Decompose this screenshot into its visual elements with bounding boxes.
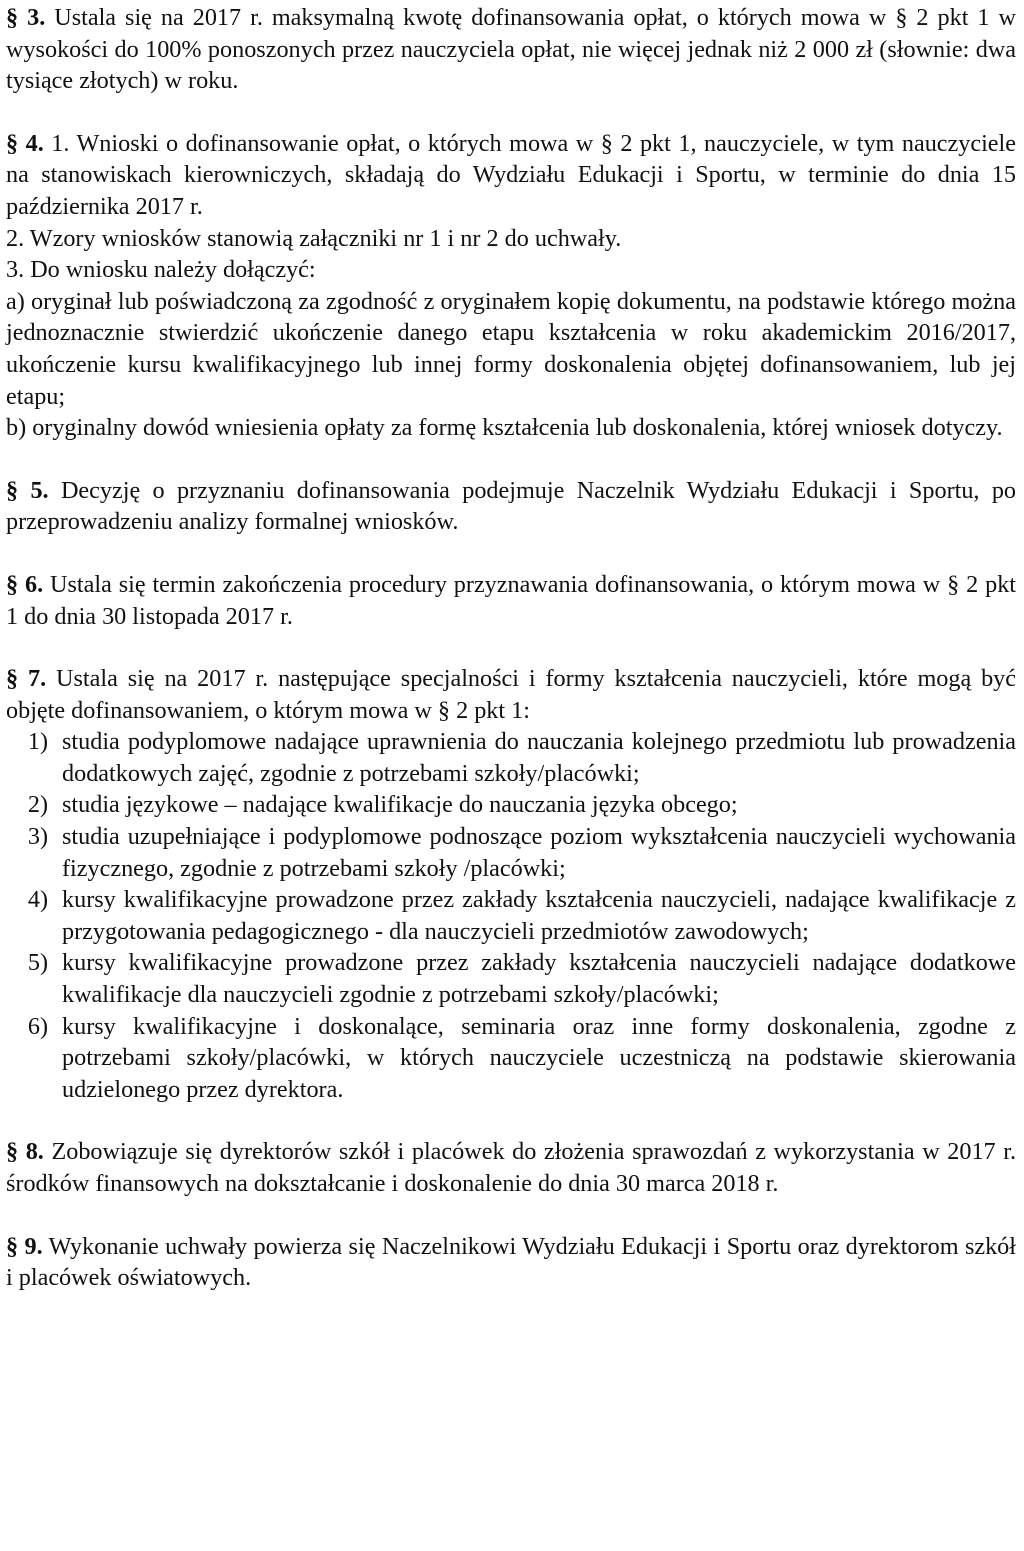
section-4-point-2: 2. Wzory wniosków stanowią załączniki nr 1 i nr 2 do uchwały. (6, 224, 622, 252)
section-9-mark: § 9. (6, 1232, 43, 1260)
list-item-text: studia językowe – nadające kwalifikacje do nauczania języka obcego; (62, 791, 738, 819)
list-item-text: studia podyplomowe nadające uprawnienia do nauczania kolejnego przedmiotu lub prowadzenia dodatkowych zajęć, zgodnie z potrzebami szkoły/placówki; (62, 728, 1016, 787)
section-5-body: Decyzję o przyznaniu dofinansowania podejmuje Naczelnik Wydziału Edukacji i Sportu, po przeprowadzeniu analizy formalnej wniosków. (6, 476, 1017, 536)
section-4-mark: § 4. (6, 129, 44, 157)
section-8-text (6, 1136, 1016, 1199)
list-item-text: kursy kwalifikacyjne i doskonalące, seminaria oraz inne formy doskonalenia, zgodne z potrzebami szkoły/placówki, w których nauczyciele uczestniczą na podstawie skierowania udzielonego przez dyrektora. (62, 1012, 1016, 1103)
section-7-list (6, 726, 1016, 1105)
section-8-mark: § 8. (6, 1138, 44, 1166)
section-7-body: Ustala się na 2017 r. następujące specjalności i formy kształcenia nauczycieli, które mogą być objęte dofinansowaniem, o którym mowa w § 2 pkt 1: (6, 665, 1016, 724)
list-item-text: studia uzupełniające i podyplomowe podnoszące poziom wykształcenia nauczycieli wychowania fizycznego, zgodnie z potrzebami szkoły /placówki; (62, 823, 1016, 882)
section-6 (6, 569, 1016, 632)
section-4-item-b: b) oryginalny dowód wniesienia opłaty za formę kształcenia lub doskonalenia, której wniosek dotyczy. (6, 414, 1003, 442)
section-4-point-1-body: 1. Wnioski o dofinansowanie opłat, o których mowa w § 2 pkt 1, nauczyciele, w tym nauczyciele na stanowiskach kierowniczych, składają do Wydziału Edukacji i Sportu, w terminie do dnia 15 października 2017 r. (6, 129, 1016, 220)
list-item-number: 3) (27, 823, 48, 851)
section-8-body: Zobowiązuje się dyrektorów szkół i placówek do złożenia sprawozdań z wykorzystania w 2017 r. środków finansowych na dokształcanie i doskonalenie do dnia 30 marca 2018 r. (6, 1138, 1017, 1197)
section-5 (6, 475, 1016, 538)
section-4 (6, 128, 1016, 444)
list-item (6, 1011, 1016, 1106)
section-3-mark: § 3. (6, 4, 46, 31)
section-7-text (6, 663, 1016, 726)
list-item-number: 4) (27, 886, 48, 914)
section-4-item-a: a) oryginał lub poświadczoną za zgodność z oryginałem kopię dokumentu, na podstawie którego można jednoznacznie stwierdzić ukończenie danego etapu kształcenia w roku akademickim 2016/2017, ukończenie kursu kwalifikacyjnego lub innej formy doskonalenia objętej dofinansowaniem, lub jej etapu; (6, 287, 1016, 410)
section-3-body: Ustala się na 2017 r. maksymalną kwotę dofinansowania opłat, o których mowa w § 2 pkt 1 w wysokości do 100% ponoszonych przez nauczyciela opłat, nie więcej jednak niż 2 000 zł (słownie: dwa tysiące złotych) w roku. (6, 4, 1016, 95)
section-6-mark: § 6. (6, 570, 44, 598)
section-6-text (6, 569, 1016, 632)
section-8 (6, 1136, 1016, 1199)
list-item-text: kursy kwalifikacyjne prowadzone przez zakłady kształcenia nauczycieli nadające dodatkowe kwalifikacje dla nauczycieli zgodnie z potrzebami szkoły/placówki; (62, 949, 1016, 1009)
section-7 (6, 663, 1016, 1105)
list-item-number: 5) (27, 949, 48, 977)
list-item-number: 2) (27, 791, 48, 819)
list-item (6, 821, 1016, 884)
list-item (6, 884, 1016, 947)
list-item-text: kursy kwalifikacyjne prowadzone przez zakłady kształcenia nauczycieli, nadające kwalifikacje z przygotowania pedagogicznego - dla nauczycieli przedmiotów zawodowych; (62, 886, 1016, 945)
section-9 (6, 1231, 1016, 1294)
section-9-text (6, 1231, 1016, 1294)
list-item (6, 947, 1016, 1010)
section-5-text (6, 475, 1016, 538)
list-item (6, 726, 1016, 789)
section-5-mark: § 5. (6, 476, 49, 504)
section-4-point-3: 3. Do wniosku należy dołączyć: (6, 256, 316, 284)
section-6-body: Ustala się termin zakończenia procedury przyznawania dofinansowania, o którym mowa w § 2 pkt 1 do dnia 30 listopada 2017 r. (6, 570, 1017, 630)
list-item (6, 789, 1016, 821)
list-item-number: 1) (27, 728, 48, 756)
list-item-number: 6) (27, 1012, 48, 1040)
section-9-body: Wykonanie uchwały powierza się Naczelnikowi Wydziału Edukacji i Sportu oraz dyrektorom szkół i placówek oświatowych. (6, 1232, 1017, 1292)
section-7-mark: § 7. (6, 665, 47, 693)
section-3 (6, 2, 1016, 97)
section-4-point-1 (6, 128, 1016, 223)
section-3-text (6, 2, 1016, 97)
